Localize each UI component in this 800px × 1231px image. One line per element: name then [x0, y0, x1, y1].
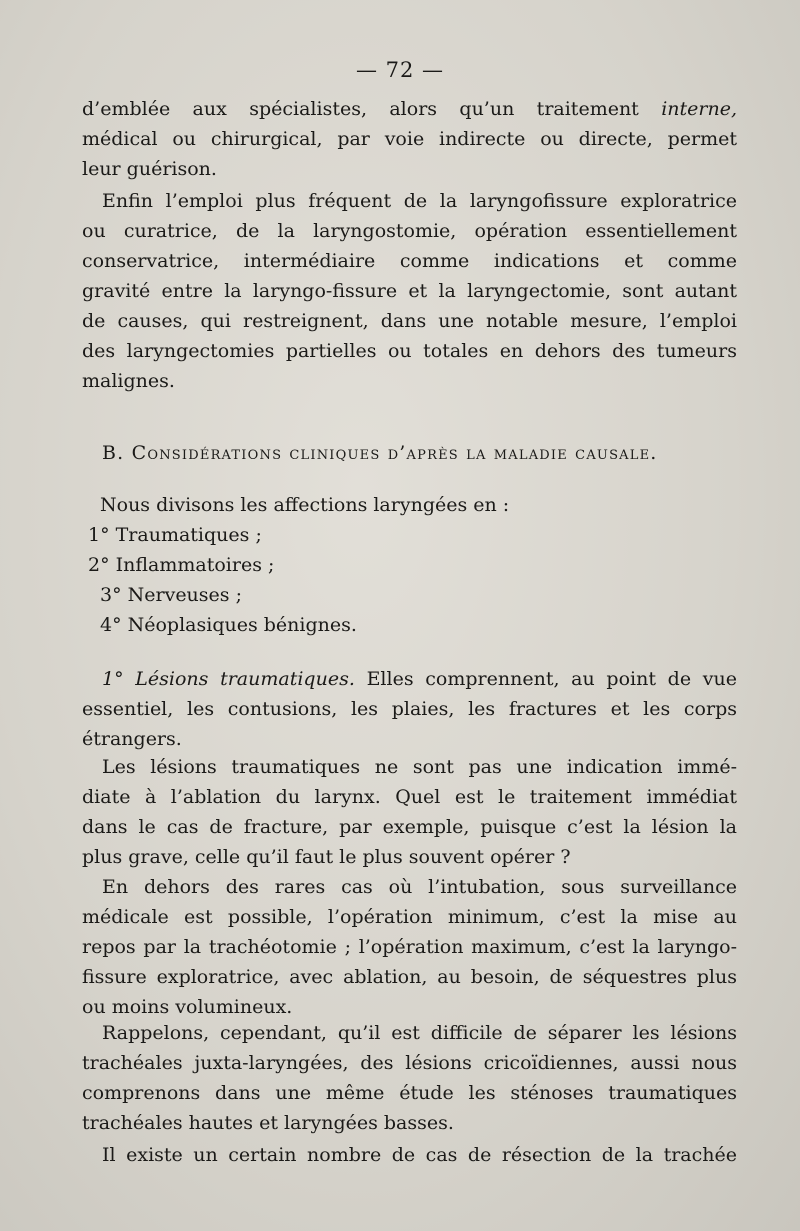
- text-line: médicale est possible, l’opération minimum, c’est la mise au: [82, 906, 737, 928]
- page-number: — 72 —: [355, 58, 445, 82]
- paragraph-2: [82, 186, 737, 396]
- paragraph-5: [82, 872, 737, 1022]
- text-line: médical ou chirurgical, par voie indirecte ou directe, permet: [82, 128, 737, 150]
- text-line: trachéales juxta-laryngées, des lésions cricoïdiennes, aussi nous: [82, 1052, 737, 1074]
- list-item: 1° Traumatiques ;: [88, 524, 262, 546]
- text-line: ou curatrice, de la laryngostomie, opération essentiellement: [82, 220, 737, 242]
- paragraph-7: [82, 1140, 737, 1170]
- list-intro: Nous divisons les affections laryngées en :: [100, 494, 510, 516]
- text-line: comprenons dans une même étude les sténoses traumatiques: [82, 1082, 737, 1104]
- text-line: gravité entre la laryngo-fissure et la laryngectomie, sont autant: [82, 280, 737, 302]
- text-line: conservatrice, intermédiaire comme indications et comme: [82, 250, 737, 272]
- text-line: de causes, qui restreignent, dans une notable mesure, l’emploi: [82, 310, 737, 332]
- text-line: malignes.: [82, 370, 175, 392]
- section-heading: B. Considérations cliniques d’après la maladie causale.: [102, 442, 658, 464]
- text-line: fissure exploratrice, avec ablation, au besoin, de séquestres plus: [82, 966, 737, 988]
- text-line: Il existe un certain nombre de cas de résection de la trachée: [102, 1144, 737, 1166]
- list-item: 3° Nerveuses ;: [100, 584, 242, 606]
- text-line: Enfin l’emploi plus fréquent de la laryngofissure exploratrice: [102, 190, 737, 212]
- text-line: diate à l’ablation du larynx. Quel est le traitement immédiat: [82, 786, 737, 808]
- text-line: trachéales hautes et laryngées basses.: [82, 1112, 454, 1134]
- text-line: repos par la trachéotomie ; l’opération maximum, c’est la laryngo-: [82, 936, 737, 958]
- text-line: étrangers.: [82, 728, 182, 750]
- list-item: 2° Inflammatoires ;: [88, 554, 275, 576]
- text-line: d’emblée aux spécialistes, alors qu’un traitement interne,: [82, 98, 737, 120]
- sub-heading: 1° Lésions traumatiques.: [102, 668, 355, 690]
- list-item: 4° Néoplasiques bénignes.: [100, 614, 357, 636]
- paragraph-6: [82, 1018, 737, 1138]
- paragraph-4: [82, 752, 737, 872]
- text-line: dans le cas de fracture, par exemple, puisque c’est la lésion la: [82, 816, 737, 838]
- text-line: essentiel, les contusions, les plaies, les fractures et les corps: [82, 698, 737, 720]
- text-line: En dehors des rares cas où l’intubation, sous surveillance: [102, 876, 737, 898]
- text-line: leur guérison.: [82, 158, 217, 180]
- text-line: Les lésions traumatiques ne sont pas une indication immé-: [102, 756, 737, 778]
- text-line: Rappelons, cependant, qu’il est difficile de séparer les lésions: [102, 1022, 737, 1044]
- text-line: 1° Lésions traumatiques. Elles comprennent, au point de vue: [102, 668, 737, 690]
- paragraph-3: [82, 664, 737, 754]
- text-line: plus grave, celle qu’il faut le plus souvent opérer ?: [82, 846, 571, 868]
- text-line: ou moins volumineux.: [82, 996, 293, 1018]
- paragraph-1: [82, 94, 737, 184]
- text-line: des laryngectomies partielles ou totales en dehors des tumeurs: [82, 340, 737, 362]
